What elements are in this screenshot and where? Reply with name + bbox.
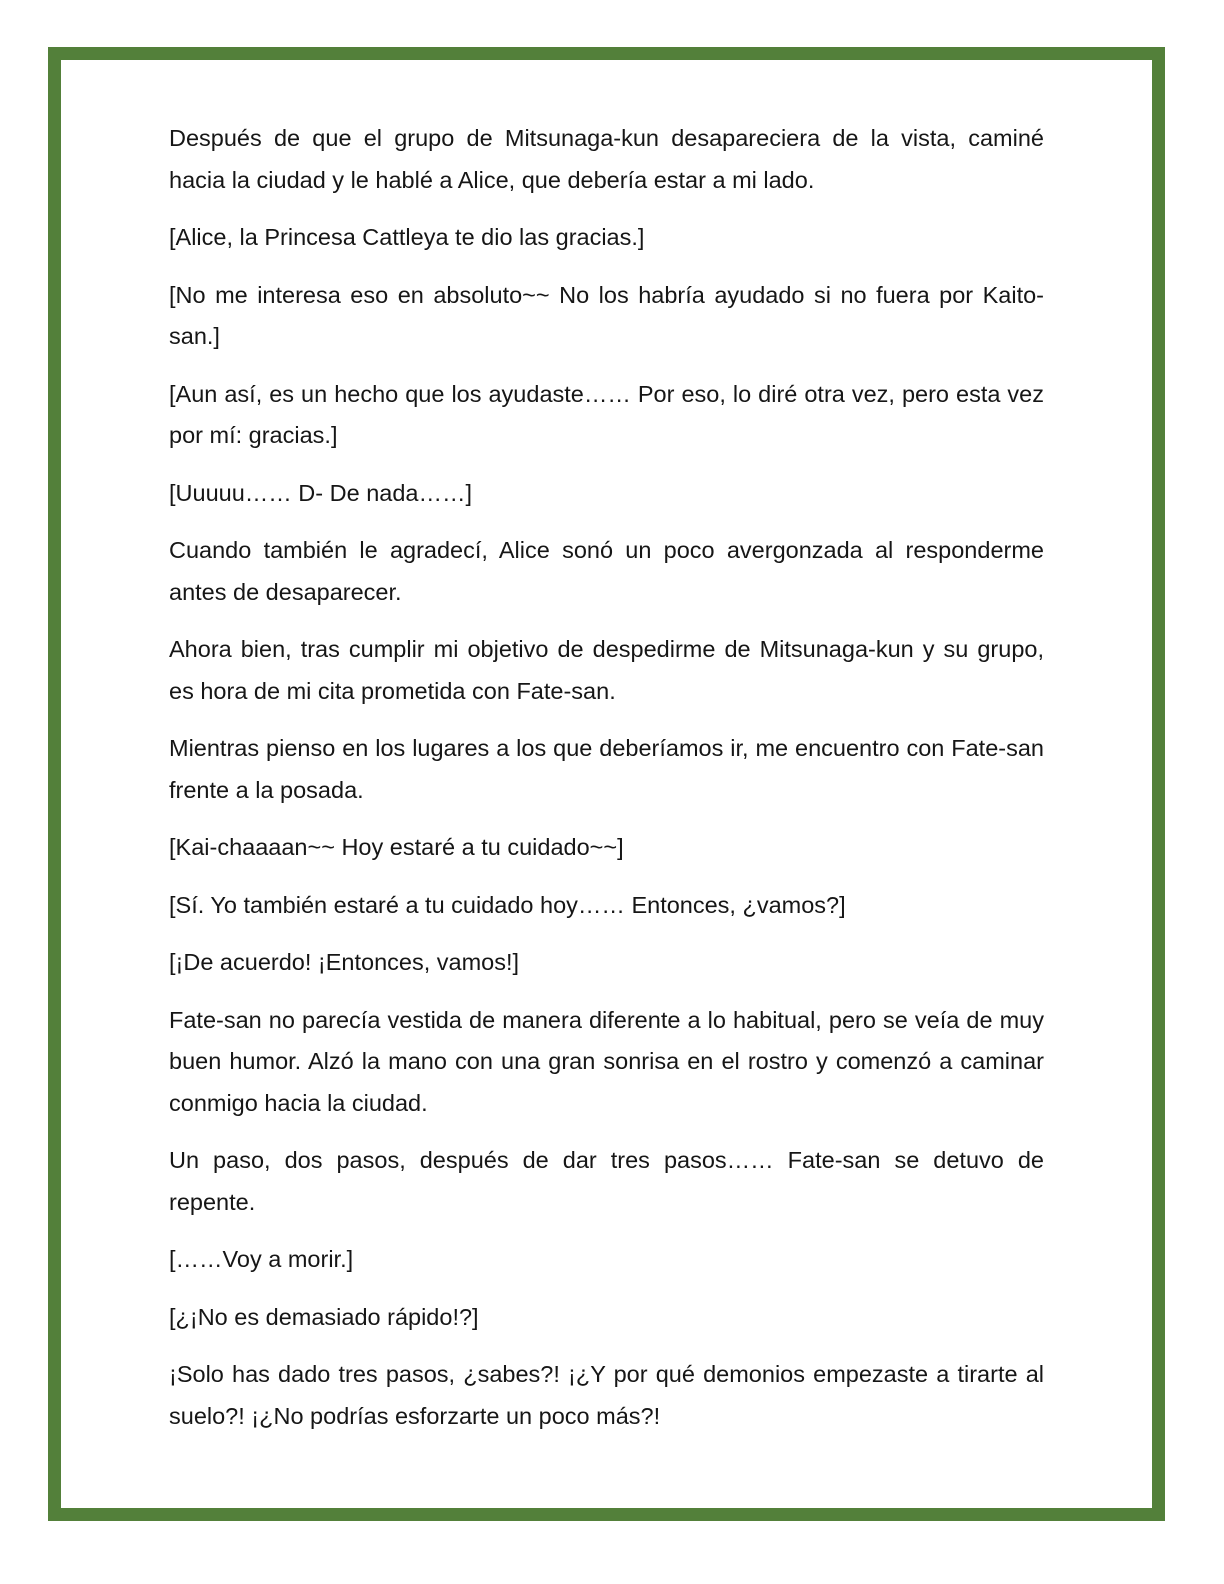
dialogue-line: [Uuuuu…… D- De nada……]: [169, 479, 473, 506]
dialogue-line: [No me interesa eso en absoluto~~ No los habría ayudado si no fuera por Kaito-san.]: [169, 281, 1044, 349]
paragraph: Mientras pienso en los lugares a los que deberíamos ir, me encuentro con Fate-san frente a la posada.: [169, 735, 1044, 803]
paragraph: Cuando también le agradecí, Alice sonó un poco avergonzada al responderme antes de desaparecer.: [169, 537, 1044, 605]
text-body: [169, 118, 1044, 1453]
dialogue-line: [¿¡No es demasiado rápido!?]: [169, 1303, 479, 1330]
dialogue-line: [……Voy a morir.]: [169, 1246, 354, 1272]
dialogue-line: [Alice, la Princesa Cattleya te dio las gracias.]: [169, 224, 645, 250]
dialogue-line: [Aun así, es un hecho que los ayudaste…… Por eso, lo diré otra vez, pero esta vez por mí: gracias.]: [169, 380, 1044, 448]
paragraph: ¡Solo has dado tres pasos, ¿sabes?! ¡¿Y por qué demonios empezaste a tirarte al suelo?! ¡¿No podrías esforzarte un poco más?!: [169, 1361, 1044, 1429]
dialogue-line: [Kai-chaaaan~~ Hoy estaré a tu cuidado~~]: [169, 834, 624, 860]
paragraph: Un paso, dos pasos, después de dar tres pasos…… Fate-san se detuvo de repente.: [169, 1147, 1044, 1215]
paragraph: Fate-san no parecía vestida de manera diferente a lo habitual, pero se veía de muy buen humor. Alzó la mano con una gran sonrisa en el rostro y comenzó a caminar conmigo hacia la ciudad.: [169, 1006, 1044, 1116]
paragraph: Ahora bien, tras cumplir mi objetivo de despedirme de Mitsunaga-kun y su grupo, es hora de mi cita prometida con Fate-san.: [169, 636, 1044, 704]
dialogue-line: [Sí. Yo también estaré a tu cuidado hoy…… Entonces, ¿vamos?]: [169, 891, 846, 918]
paragraph: Después de que el grupo de Mitsunaga-kun desapareciera de la vista, caminé hacia la ciudad y le hablé a Alice, que debería estar a mi lado.: [169, 125, 1044, 193]
dialogue-line: [¡De acuerdo! ¡Entonces, vamos!]: [169, 949, 520, 975]
